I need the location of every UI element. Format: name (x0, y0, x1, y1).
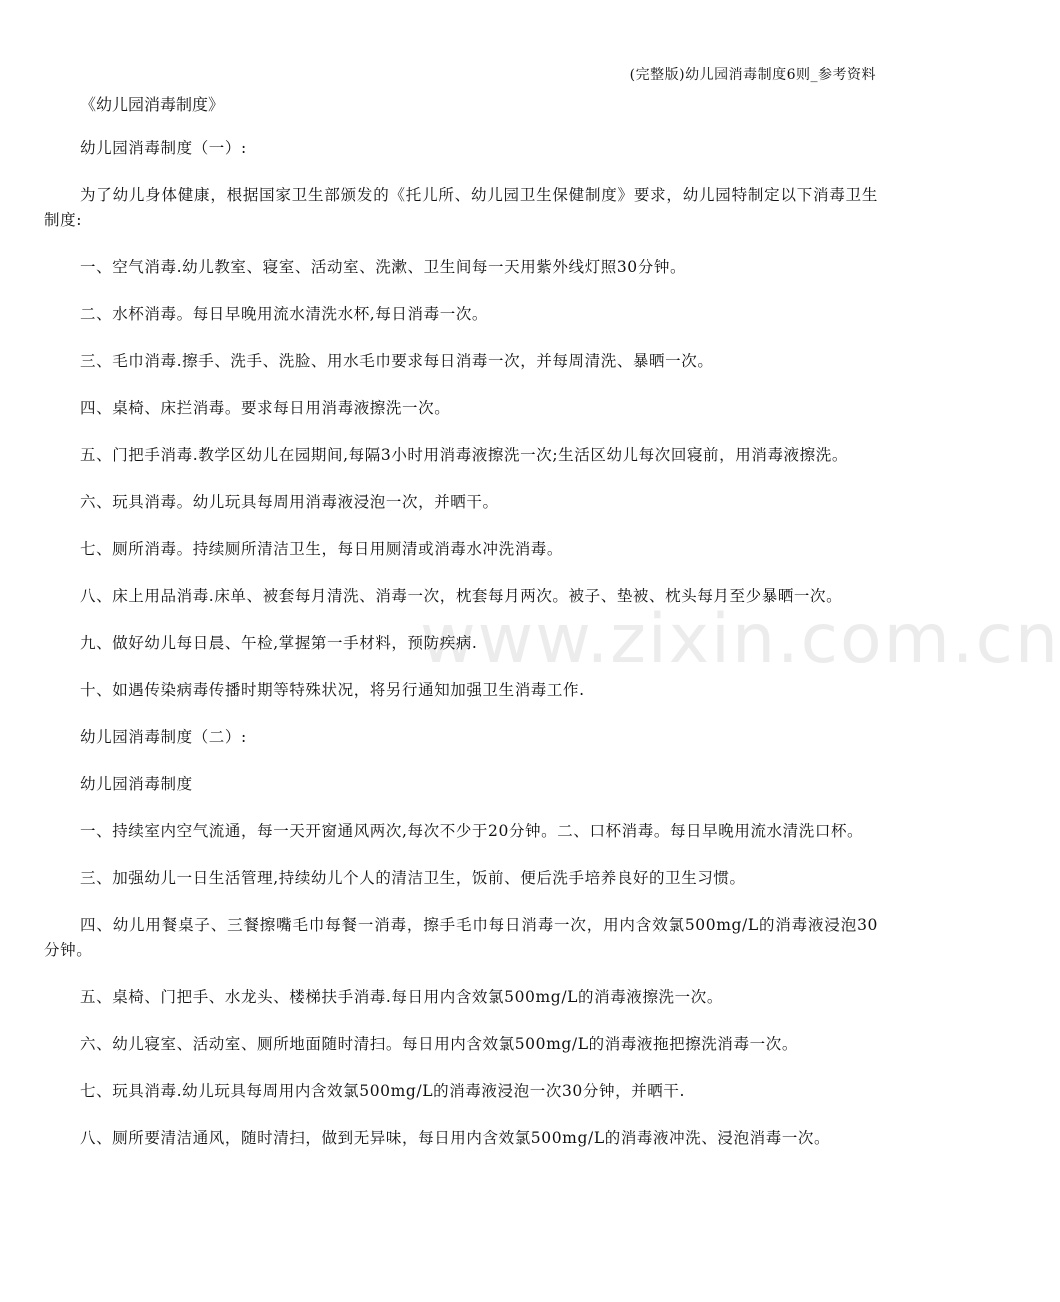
paragraph: 幼儿园消毒制度（一）: (80, 139, 247, 157)
watermark: www.zixin.com.cn (420, 600, 1060, 679)
paragraph: 二、水杯消毒。每日早晚用流水清洗水杯,每日消毒一次。 (80, 305, 489, 323)
paragraph: 六、幼儿寝室、活动室、厕所地面随时清扫。每日用内含效氯500mg/L的消毒液拖把擦洗消毒一次。 (80, 1035, 798, 1053)
paragraph: 为了幼儿身体健康，根据国家卫生部颁发的《托儿所、幼儿园卫生保健制度》要求，幼儿园特制定以下消毒卫生制度: (44, 186, 878, 229)
paragraph: 四、幼儿用餐桌子、三餐擦嘴毛巾每餐一消毒，擦手毛巾每日消毒一次，用内含效氯500mg/L的消毒液浸泡30分钟。 (44, 916, 878, 959)
paragraph: 九、做好幼儿每日晨、午检,掌握第一手材料，预防疾病. (80, 634, 478, 652)
paragraph: 八、床上用品消毒.床单、被套每月清洗、消毒一次，枕套每月两次。被子、垫被、枕头每月至少暴晒一次。 (80, 587, 843, 605)
paragraph: 四、桌椅、床拦消毒。要求每日用消毒液擦洗一次。 (80, 399, 451, 417)
paragraph: 幼儿园消毒制度 (80, 775, 193, 793)
paragraph: 十、如遇传染病毒传播时期等特殊状况，将另行通知加强卫生消毒工作. (80, 681, 585, 699)
paragraph: 七、厕所消毒。持续厕所清洁卫生，每日用厕清或消毒水冲洗消毒。 (80, 540, 564, 558)
paragraph: 五、桌椅、门把手、水龙头、楼梯扶手消毒.每日用内含效氯500mg/L的消毒液擦洗一次。 (80, 988, 723, 1006)
paragraph: 八、厕所要清洁通风，随时清扫，做到无异味，每日用内含效氯500mg/L的消毒液冲洗、浸泡消毒一次。 (80, 1129, 831, 1147)
paragraph: 幼儿园消毒制度（二）: (80, 728, 247, 746)
running-header: (完整版)幼儿园消毒制度6则_参考资料 (629, 67, 876, 83)
document-body (44, 136, 878, 1173)
paragraph: 一、空气消毒.幼儿教室、寝室、活动室、洗漱、卫生间每一天用紫外线灯照30分钟。 (80, 258, 687, 276)
paragraph: 一、持续室内空气流通，每一天开窗通风两次,每次不少于20分钟。二、口杯消毒。每日早晚用流水清洗口杯。 (80, 822, 864, 840)
paragraph: 三、毛巾消毒.擦手、洗手、洗脸、用水毛巾要求每日消毒一次，并每周清洗、暴晒一次。 (80, 352, 714, 370)
paragraph: 三、加强幼儿一日生活管理,持续幼儿个人的清洁卫生，饭前、便后洗手培养良好的卫生习惯。 (80, 869, 746, 887)
paragraph: 五、门把手消毒.教学区幼儿在园期间,每隔3小时用消毒液擦洗一次;生活区幼儿每次回寝前，用消毒液擦洗。 (80, 446, 848, 464)
paragraph: 六、玩具消毒。幼儿玩具每周用消毒液浸泡一次，并晒干。 (80, 493, 499, 511)
document-title: 《幼儿园消毒制度》 (80, 95, 225, 114)
paragraph: 七、玩具消毒.幼儿玩具每周用内含效氯500mg/L的消毒液浸泡一次30分钟，并晒干. (80, 1082, 685, 1100)
